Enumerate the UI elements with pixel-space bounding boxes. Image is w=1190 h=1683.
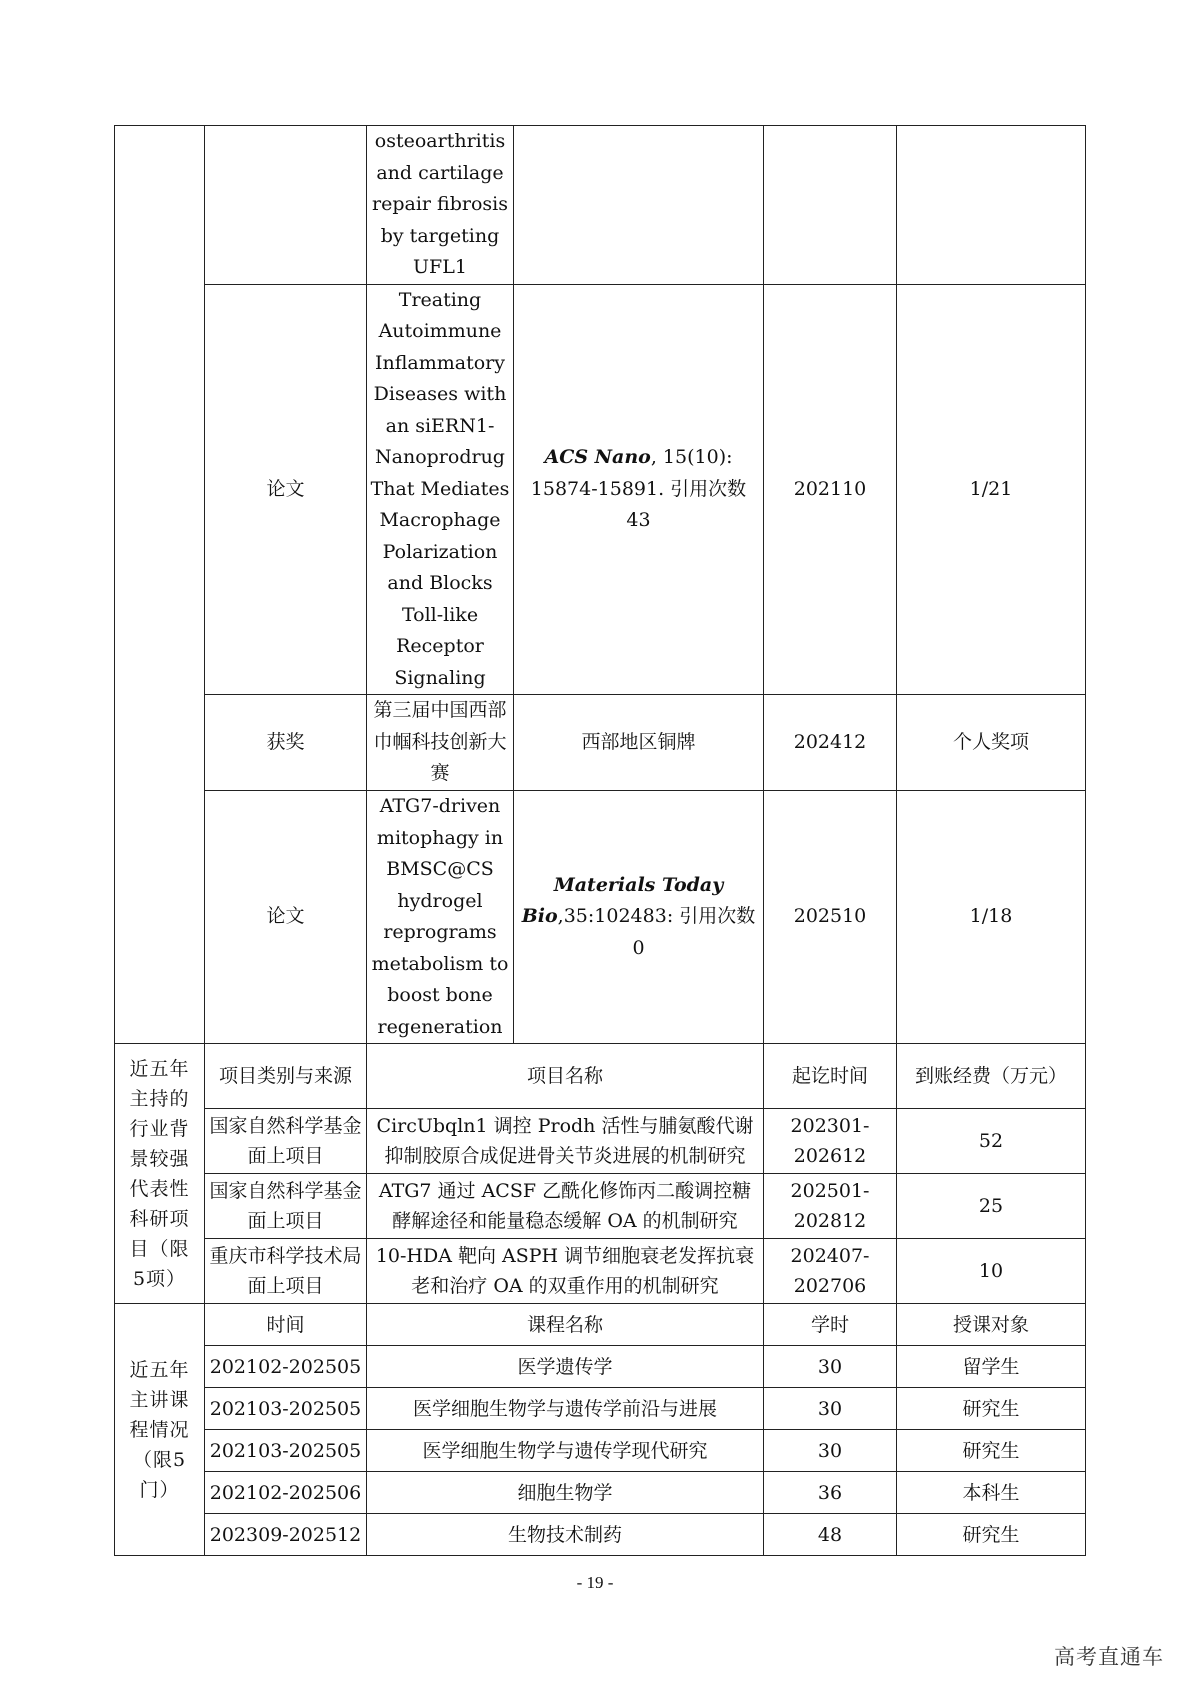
achievement-row — [115, 695, 1086, 791]
course-row — [115, 1472, 1086, 1514]
achievement-type: 论文 — [205, 284, 367, 695]
achievement-rank: 1/21 — [897, 284, 1086, 695]
course-audience: 研究生 — [897, 1514, 1086, 1556]
course-hours: 30 — [764, 1388, 897, 1430]
course-name: 细胞生物学 — [367, 1472, 764, 1514]
project-row — [115, 1109, 1086, 1174]
achievement-row — [115, 284, 1086, 695]
achievement-row — [115, 791, 1086, 1044]
achievement-source — [514, 284, 764, 695]
achievements-table — [114, 125, 1086, 1556]
journal-name: ACS Nano — [544, 446, 651, 468]
achievement-rank: 个人奖项 — [897, 695, 1086, 791]
achievement-type: 获奖 — [205, 695, 367, 791]
courses-header-name: 课程名称 — [367, 1304, 764, 1346]
achievement-time: 202510 — [764, 791, 897, 1044]
project-row — [115, 1174, 1086, 1239]
project-name: CircUbqln1 调控 Prodh 活性与脯氨酸代谢抑制胶原合成促进骨关节炎进展的机制研究 — [367, 1109, 764, 1174]
project-category: 国家自然科学基金面上项目 — [205, 1174, 367, 1239]
courses-header-audience: 授课对象 — [897, 1304, 1086, 1346]
project-category: 国家自然科学基金面上项目 — [205, 1109, 367, 1174]
courses-section-label: 近五年主讲课程情况（限5门） — [115, 1304, 205, 1556]
courses-header-hours: 学时 — [764, 1304, 897, 1346]
project-funding: 10 — [897, 1239, 1086, 1304]
achievement-rank — [897, 126, 1086, 285]
page-number: - 19 - — [576, 1573, 614, 1592]
achievement-title: osteoarthritis and cartilage repair fibrosis by targeting UFL1 — [367, 126, 514, 285]
achievement-source — [514, 126, 764, 285]
journal-detail: , 15(10): 15874-15891. 引用次数 43 — [530, 446, 747, 531]
project-period: 202501-202812 — [764, 1174, 897, 1239]
project-funding: 25 — [897, 1174, 1086, 1239]
project-row — [115, 1239, 1086, 1304]
achievement-source — [514, 791, 764, 1044]
watermark: 高考直通车 — [1054, 1645, 1164, 1669]
courses-header-time: 时间 — [205, 1304, 367, 1346]
projects-header-category: 项目类别与来源 — [205, 1044, 367, 1109]
course-time: 202102-202505 — [205, 1346, 367, 1388]
project-name: ATG7 通过 ACSF 乙酰化修饰丙二酸调控糖酵解途径和能量稳态缓解 OA 的机制研究 — [367, 1174, 764, 1239]
course-row — [115, 1346, 1086, 1388]
course-time: 202103-202505 — [205, 1430, 367, 1472]
achievement-rank: 1/18 — [897, 791, 1086, 1044]
course-name: 医学细胞生物学与遗传学前沿与进展 — [367, 1388, 764, 1430]
projects-header-period: 起讫时间 — [764, 1044, 897, 1109]
journal-detail: ,35:102483: 引用次数 0 — [557, 905, 756, 959]
achievement-title: ATG7-driven mitophagy in BMSC@CS hydrogel reprograms metabolism to boost bone regeneration — [367, 791, 514, 1044]
projects-header-name: 项目名称 — [367, 1044, 764, 1109]
course-audience: 研究生 — [897, 1430, 1086, 1472]
achievement-title: 第三届中国西部巾帼科技创新大赛 — [367, 695, 514, 791]
course-hours: 48 — [764, 1514, 897, 1556]
course-row — [115, 1430, 1086, 1472]
achievement-time: 202110 — [764, 284, 897, 695]
achievement-time — [764, 126, 897, 285]
courses-header-row — [115, 1304, 1086, 1346]
achievement-title: Treating Autoimmune Inflammatory Diseases with an siERN1-Nanoprodrug That Mediates Macrophage Polarization and Blocks Toll-like Receptor Signaling — [367, 284, 514, 695]
section-label-empty — [115, 126, 205, 1044]
course-name: 医学细胞生物学与遗传学现代研究 — [367, 1430, 764, 1472]
course-time: 202309-202512 — [205, 1514, 367, 1556]
projects-header-funding: 到账经费（万元） — [897, 1044, 1086, 1109]
project-funding: 52 — [897, 1109, 1086, 1174]
course-audience: 研究生 — [897, 1388, 1086, 1430]
projects-section-label: 近五年主持的行业背景较强代表性科研项目（限5项） — [115, 1044, 205, 1304]
project-period: 202301-202612 — [764, 1109, 897, 1174]
achievement-row — [115, 126, 1086, 285]
course-name: 医学遗传学 — [367, 1346, 764, 1388]
course-time: 202103-202505 — [205, 1388, 367, 1430]
projects-header-row — [115, 1044, 1086, 1109]
achievement-type — [205, 126, 367, 285]
project-period: 202407-202706 — [764, 1239, 897, 1304]
course-audience: 留学生 — [897, 1346, 1086, 1388]
course-row — [115, 1514, 1086, 1556]
course-row — [115, 1388, 1086, 1430]
journal-name: Materials Today Bio — [521, 873, 724, 928]
project-category: 重庆市科学技术局面上项目 — [205, 1239, 367, 1304]
achievement-source: 西部地区铜牌 — [514, 695, 764, 791]
course-hours: 30 — [764, 1430, 897, 1472]
project-name: 10-HDA 靶向 ASPH 调节细胞衰老发挥抗衰老和治疗 OA 的双重作用的机制研究 — [367, 1239, 764, 1304]
course-time: 202102-202506 — [205, 1472, 367, 1514]
course-name: 生物技术制药 — [367, 1514, 764, 1556]
achievement-type: 论文 — [205, 791, 367, 1044]
course-hours: 30 — [764, 1346, 897, 1388]
course-audience: 本科生 — [897, 1472, 1086, 1514]
course-hours: 36 — [764, 1472, 897, 1514]
achievement-time: 202412 — [764, 695, 897, 791]
